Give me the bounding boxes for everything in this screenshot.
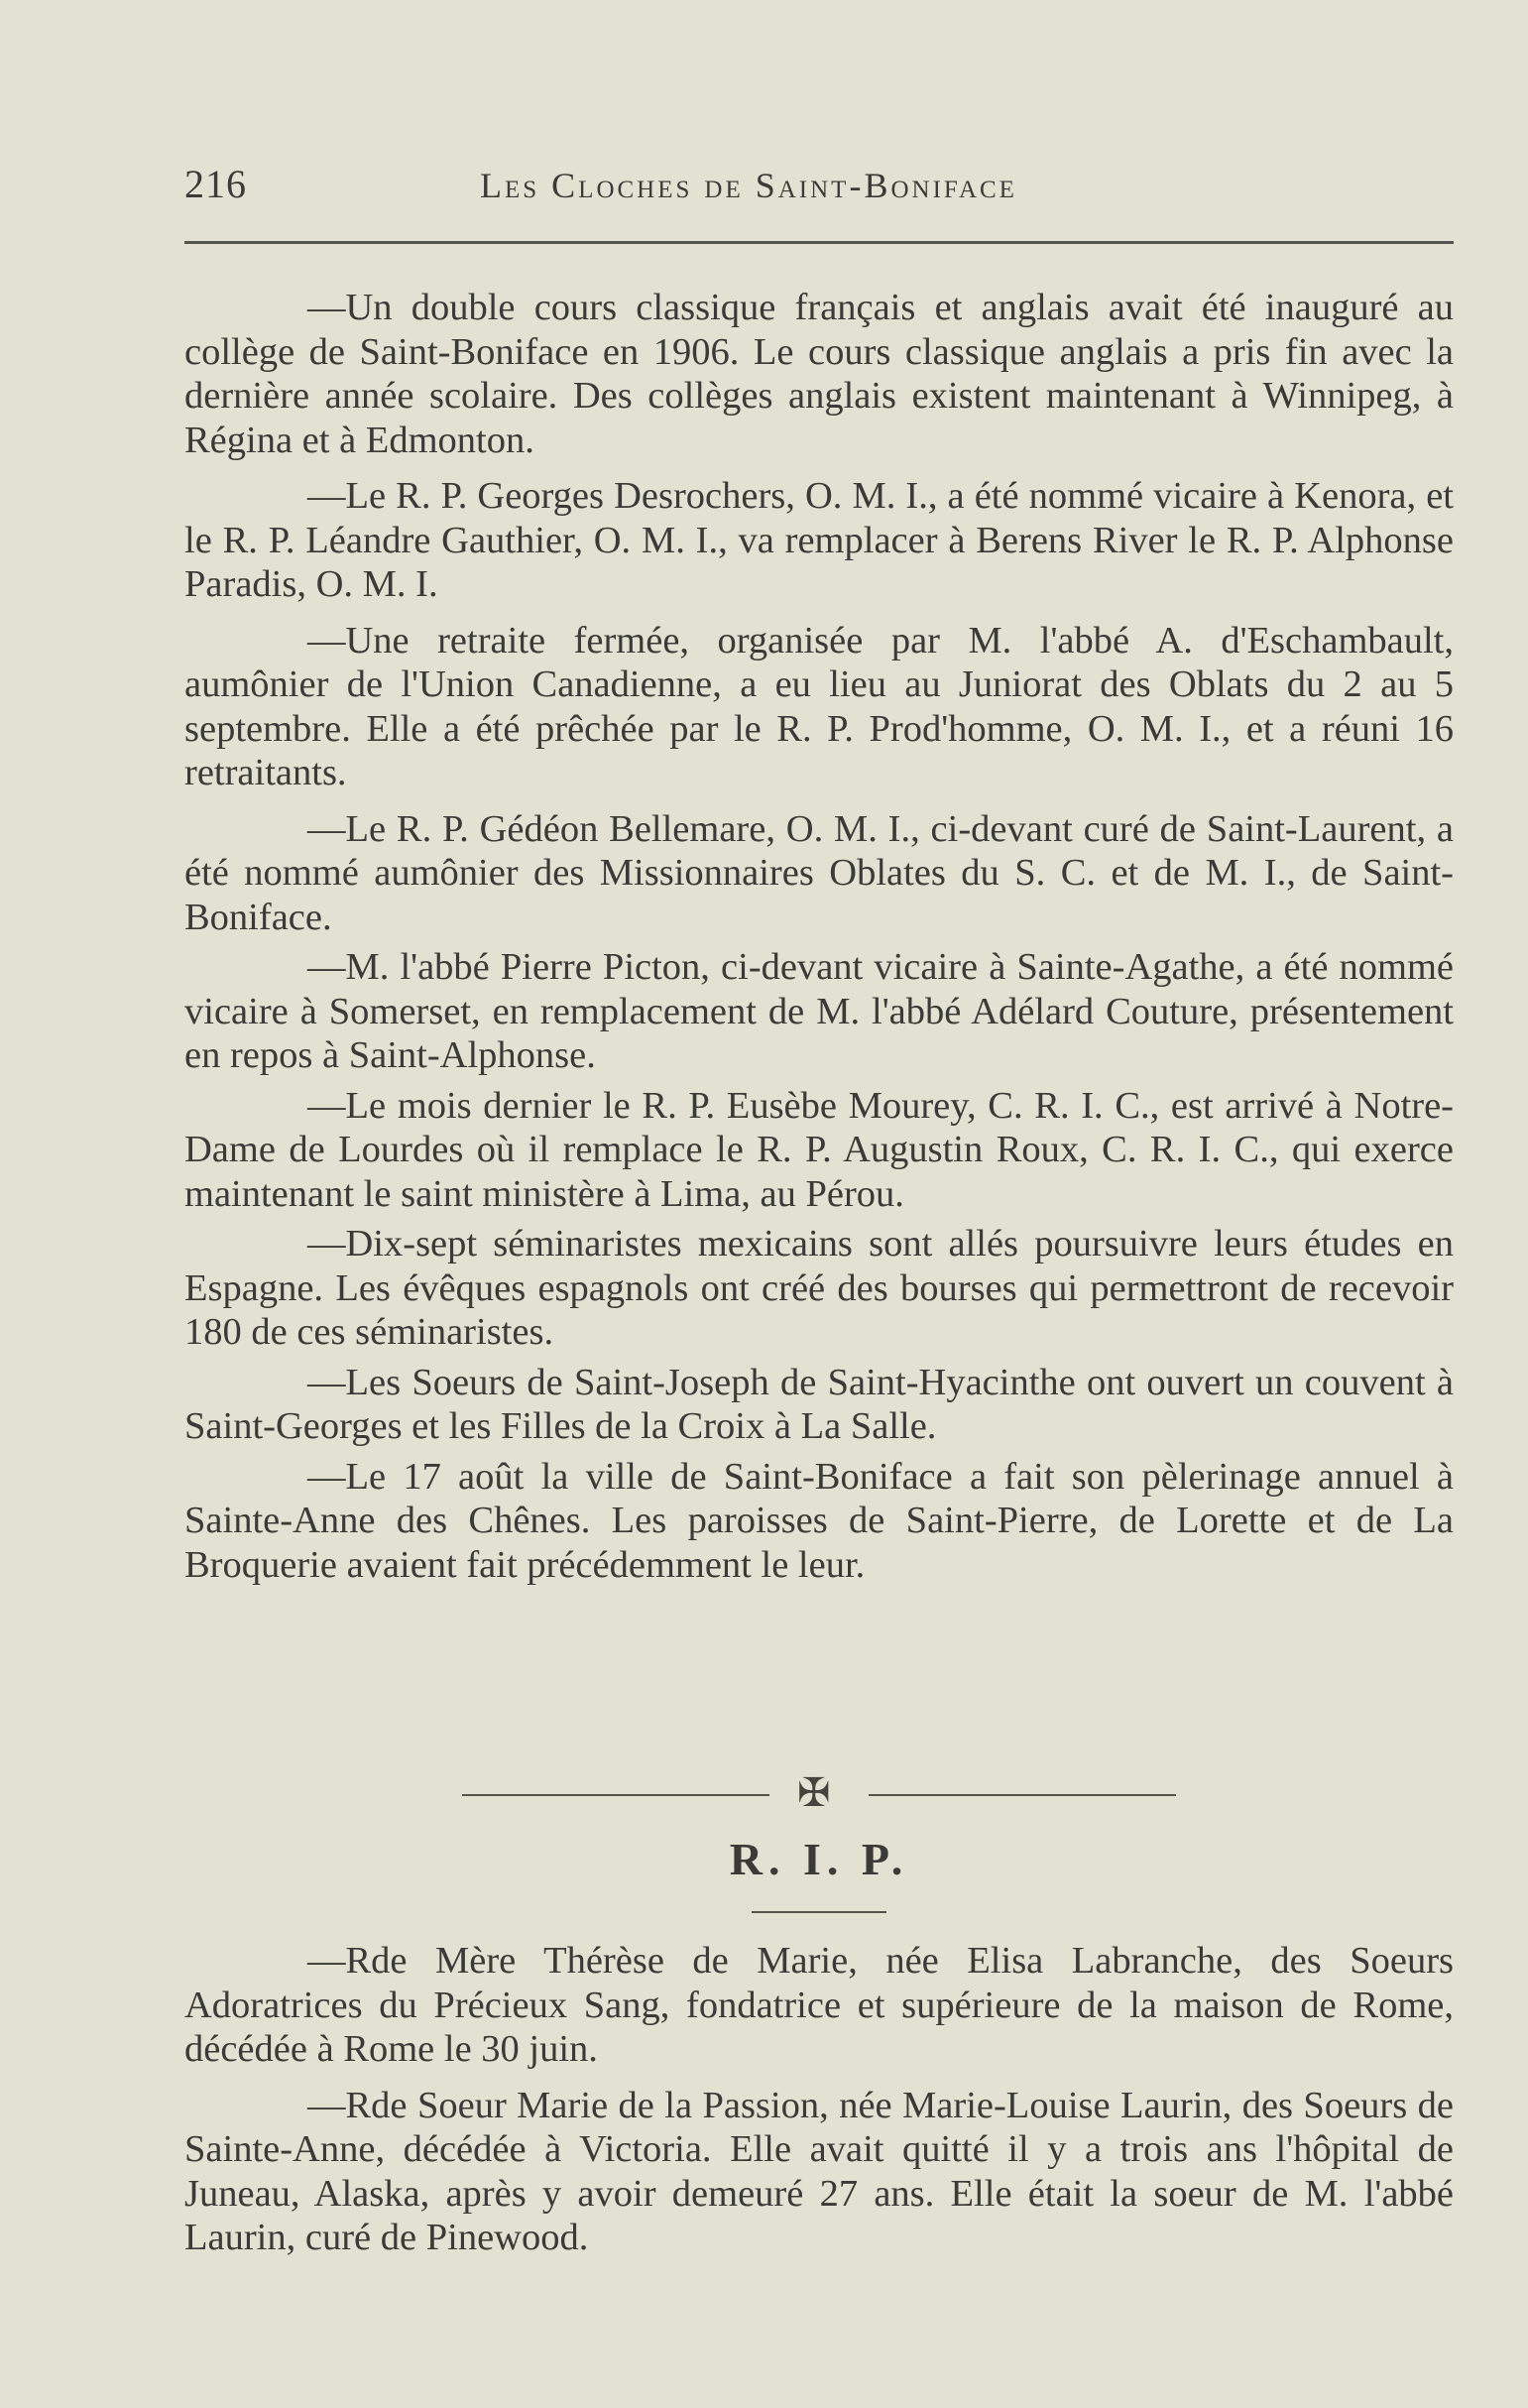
page-number: 216 [184, 162, 247, 206]
divider-line-left [462, 1794, 769, 1796]
header-rule [184, 241, 1454, 244]
news-section [184, 286, 1454, 1593]
rip-heading-rule [752, 1911, 886, 1913]
cross-ornament-icon: ✠ [797, 1770, 831, 1815]
rip-paragraph: —Rde Mère Thérèse de Marie, née Elisa Labranche, des Soeurs Adoratrices du Précieux Sang, fondatrice et supérieure de la maison de Rome, décédée à Rome le 30 juin. [184, 1940, 1454, 2070]
paragraph: —Les Soeurs de Saint-Joseph de Saint-Hyacinthe ont ouvert un couvent à Saint-Georges et les Filles de la Croix à La Salle. [184, 1361, 1454, 1447]
paragraph: —Le mois dernier le R. P. Eusèbe Mourey, C. R. I. C., est arrivé à Notre-Dame de Lourdes où il remplace le R. P. Augustin Roux, C. R. I. C., qui exerce maintenant le saint ministère à Lima, au Pérou. [184, 1084, 1454, 1215]
rip-paragraph: —Rde Soeur Marie de la Passion, née Marie-Louise Laurin, des Soeurs de Sainte-Anne, décédée à Victoria. Elle avait quitté il y a trois ans l'hôpital de Juneau, Alaska, après y avoir demeuré 27 ans. Elle était la soeur de M. l'abbé Laurin, curé de Pinewood. [184, 2084, 1454, 2258]
page-header [184, 161, 1454, 222]
running-title: Les Cloches de Saint-Boniface [480, 166, 1017, 205]
paragraph: —M. l'abbé Pierre Picton, ci-devant vicaire à Sainte-Agathe, a été nommé vicaire à Somerset, en remplacement de M. l'abbé Adélard Couture, présentement en repos à Saint-Alphonse. [184, 946, 1454, 1076]
paragraph: —Une retraite fermée, organisée par M. l'abbé A. d'Eschambault, aumônier de l'Union Canadienne, a eu lieu au Juniorat des Oblats du 2 au 5 septembre. Elle a été prêchée par le R. P. Prod'homme, O. M. I., et a réuni 16 retraitants. [184, 619, 1454, 793]
paragraph: —Un double cours classique français et anglais avait été inauguré au collège de Saint-Boniface en 1906. Le cours classique anglais a pris fin avec la dernière année scolaire. Des collèges anglais existent maintenant à Winnipeg, à Régina et à Edmonton. [184, 287, 1454, 461]
rip-section [184, 1939, 1454, 2266]
paragraph: —Le 17 août la ville de Saint-Boniface a fait son pèlerinage annuel à Sainte-Anne des Chênes. Les paroisses de Saint-Pierre, de Lorette et de La Broquerie avaient fait précédemment le leur. [184, 1455, 1454, 1586]
paragraph: —Le R. P. Gédéon Bellemare, O. M. I., ci-devant curé de Saint-Laurent, a été nommé aumônier des Missionnaires Oblates du S. C. et de M. I., de Saint-Boniface. [184, 807, 1454, 938]
rip-heading: R. I. P. [729, 1834, 909, 1884]
paragraph: —Dix-sept séminaristes mexicains sont allés poursuivre leurs études en Espagne. Les évêques espagnols ont créé des bourses qui permettront de recevoir 180 de ces séminaristes. [184, 1223, 1454, 1353]
section-divider [462, 1770, 1176, 1815]
divider-line-right [869, 1794, 1176, 1796]
paragraph: —Le R. P. Georges Desrochers, O. M. I., a été nommé vicaire à Kenora, et le R. P. Léandre Gauthier, O. M. I., va remplacer à Berens River le R. P. Alphonse Paradis, O. M. I. [184, 475, 1454, 605]
